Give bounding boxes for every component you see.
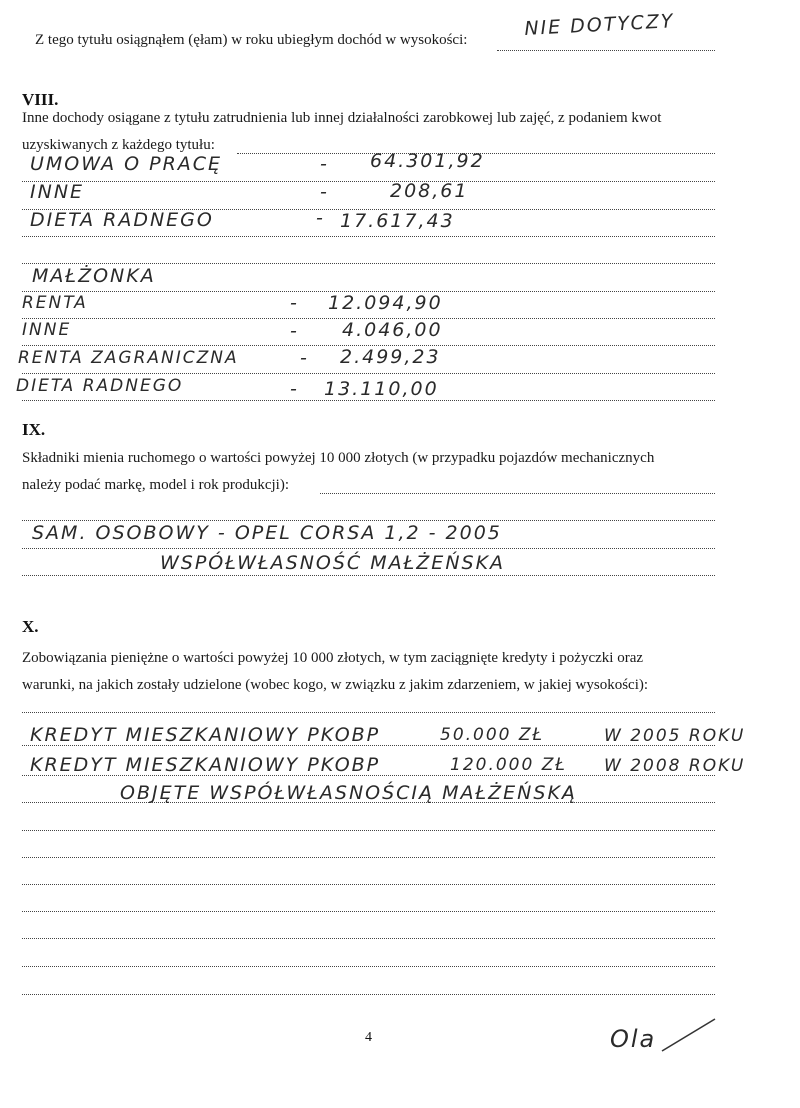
income-entry-dash: - [320,181,329,203]
section-8-answer-line-9 [22,400,715,401]
income-entry-label: UMOWA O PRACĘ [30,153,223,175]
page-number: 4 [365,1030,372,1045]
spouse-entry-amount: 13.110,00 [324,378,439,400]
spouse-entry-amount: 2.499,23 [340,346,441,368]
section-9-text-line2: należy podać markę, model i rok produkcji): [22,477,289,493]
section-8-answer-line-1 [22,181,715,182]
section-9-answer-line-2 [22,548,715,549]
section-8-text-line1: Inne dochody osiągane z tytułu zatrudnienia lub innej działalności zarobkowej lub zajęć, z podaniem kwot [22,110,662,126]
section-9-answer-line-0 [320,493,715,494]
income-answer-handwriting: NIE DOTYCZY [523,10,676,40]
liability-entry-text: KREDYT MIESZKANIOWY PKOBP [30,754,381,776]
income-entry-amount: 208,61 [390,180,469,202]
income-entry-label: INNE [30,181,85,203]
spouse-entry-label: DIETA RADNEGO [16,376,184,396]
income-entry-dash: - [316,207,325,229]
section-10-answer-line-7 [22,911,715,912]
section-10-text-line1: Zobowiązania pieniężne o wartości powyżej 10 000 złotych, w tym zaciągnięte kredyty i pożyczki oraz [22,650,644,666]
spouse-heading: MAŁŻONKA [32,265,156,287]
section-10-answer-line-8 [22,938,715,939]
income-entry-dash: - [320,153,329,175]
spouse-entry-dash: - [290,378,299,400]
income-entry-label: DIETA RADNEGO [30,209,214,231]
movable-asset-entry: SAM. OSOBOWY - OPEL CORSA 1,2 - 2005 [32,522,502,544]
section-8-text-line2: uzyskiwanych z każdego tytułu: [22,137,215,153]
section-8-answer-line-4 [22,263,715,264]
section-10-answer-line-10 [22,994,715,995]
income-entry-amount: 64.301,92 [370,150,485,172]
section-9-answer-line-3 [22,575,715,576]
section-10-answer-line-5 [22,857,715,858]
spouse-entry-amount: 12.094,90 [328,292,443,314]
section-10-answer-line-4 [22,830,715,831]
section-9-text-line1: Składniki mienia ruchomego o wartości powyżej 10 000 złotych (w przypadku pojazdów mechanicznych [22,450,655,466]
spouse-entry-dash: - [290,292,299,314]
section-8-answer-line-8 [22,373,715,374]
spouse-entry-dash: - [300,347,309,369]
section-9-answer-line-1 [22,520,715,521]
section-10-heading: X. [22,617,39,636]
signature-stroke-icon [660,1015,720,1055]
spouse-entry-label: RENTA [22,293,88,313]
spouse-entry-amount: 4.046,00 [342,319,443,341]
liability-entry-year: W 2008 ROKU [604,756,746,776]
section-10-answer-line-0 [22,712,715,713]
liability-entry-amount: 120.000 ZŁ [450,755,567,775]
spouse-entry-dash: - [290,320,299,342]
income-entry-amount: 17.617,43 [340,210,455,232]
liability-entry-text: KREDYT MIESZKANIOWY PKOBP [30,724,381,746]
income-answer-line [497,50,715,51]
movable-asset-ownership: WSPÓŁWŁASNOŚĆ MAŁŻEŃSKA [160,552,506,574]
section-8-heading: VIII. [22,90,59,109]
signature: Ola [610,1025,657,1053]
section-10-answer-line-9 [22,966,715,967]
section-8-answer-line-3 [22,236,715,237]
income-prefix-text: Z tego tytułu osiągnąłem (ęłam) w roku ubiegłym dochód w wysokości: [35,32,468,48]
spouse-entry-label: RENTA ZAGRANICZNA [18,348,239,368]
section-9-heading: IX. [22,420,46,439]
liability-entry-amount: 50.000 ZŁ [440,725,545,745]
spouse-entry-label: INNE [22,320,72,340]
section-10-text-line2: warunki, na jakich zostały udzielone (wobec kogo, w związku z jakim zdarzeniem, w jakiej wysokości): [22,677,649,693]
liability-note: OBJĘTE WSPÓŁWŁASNOŚCIĄ MAŁŻEŃSKĄ [120,782,577,804]
section-10-answer-line-6 [22,884,715,885]
liability-entry-year: W 2005 ROKU [604,726,746,746]
